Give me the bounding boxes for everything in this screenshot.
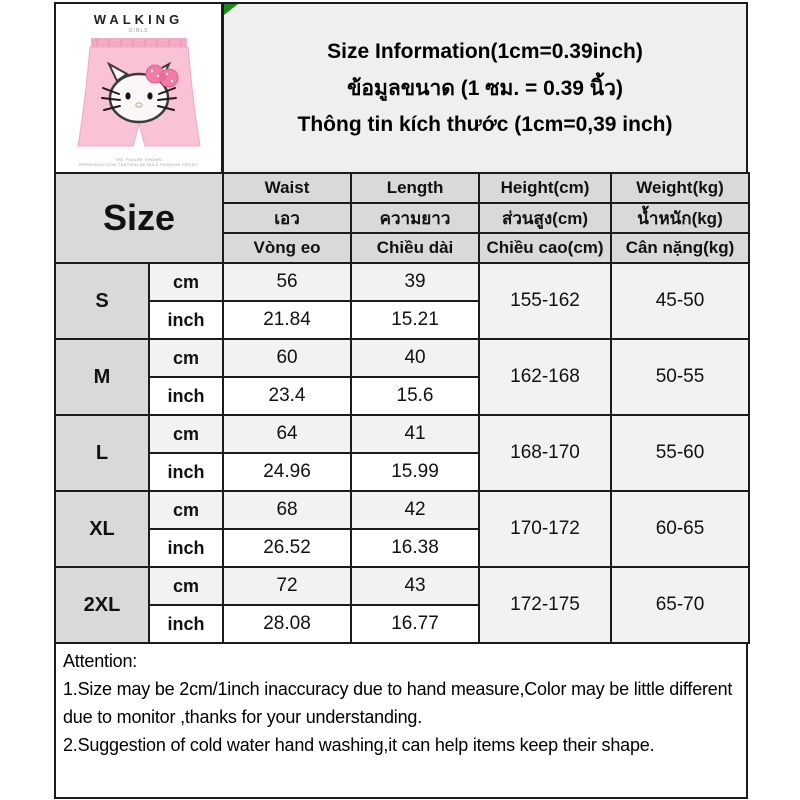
length-cm-cell: 43 — [351, 567, 479, 605]
caption-line: REPRODUCTION TENTION DETAILS FASHION FRONT — [79, 162, 198, 167]
brand-name: WALKING — [93, 12, 184, 27]
unit-cell: inch — [149, 529, 223, 567]
length-inch-cell: 15.99 — [351, 453, 479, 491]
product-photo — [56, 4, 224, 172]
attention-heading: Attention: — [63, 651, 138, 671]
height-cell: 172-175 — [479, 567, 611, 643]
title-thai: ข้อมูลขนาด (1 ซม. = 0.39 นิ้ว) — [347, 76, 623, 100]
photo-captions — [56, 157, 221, 167]
col-header-waist: Waist — [223, 173, 351, 203]
unit-cell: inch — [149, 605, 223, 643]
attention-box — [54, 644, 748, 799]
corner-marker-icon — [224, 4, 238, 15]
length-inch-cell: 16.38 — [351, 529, 479, 567]
size-cell: L — [55, 415, 149, 491]
attention-line-2: 2.Suggestion of cold water hand washing,it can help items keep their shape. — [63, 735, 655, 755]
size-info-sheet — [54, 2, 748, 799]
waist-inch-cell: 23.4 — [223, 377, 351, 415]
shorts-illustration — [63, 36, 215, 152]
col-header-weight-vi: Cân nặng(kg) — [611, 233, 749, 263]
title-vietnamese: Thông tin kích thước (1cm=0,39 inch) — [297, 112, 673, 136]
length-cm-cell: 39 — [351, 263, 479, 301]
brand-subtext: GIRLS — [128, 28, 149, 34]
col-header-waist-vi: Vòng eo — [223, 233, 351, 263]
size-table — [54, 172, 750, 644]
length-inch-cell: 15.21 — [351, 301, 479, 339]
top-row — [54, 2, 748, 172]
kitty-right-eye — [147, 92, 152, 99]
unit-cell: cm — [149, 263, 223, 301]
col-header-height: Height(cm) — [479, 173, 611, 203]
height-cell: 162-168 — [479, 339, 611, 415]
length-cm-cell: 40 — [351, 339, 479, 377]
unit-cell: inch — [149, 301, 223, 339]
weight-cell: 55-60 — [611, 415, 749, 491]
attention-line-1: 1.Size may be 2cm/1inch inaccuracy due to hand measure,Color may be little different due to monitor ,thanks for your understanding. — [63, 679, 733, 727]
weight-cell: 45-50 — [611, 263, 749, 339]
kitty-nose — [135, 103, 141, 108]
waist-cm-cell: 64 — [223, 415, 351, 453]
waist-cm-cell: 56 — [223, 263, 351, 301]
size-cell: XL — [55, 491, 149, 567]
unit-cell: cm — [149, 415, 223, 453]
title-english: Size Information(1cm=0.39inch) — [327, 39, 643, 63]
header-row-en — [55, 173, 749, 203]
size-cell: M — [55, 339, 149, 415]
waist-inch-cell: 26.52 — [223, 529, 351, 567]
waist-inch-cell: 21.84 — [223, 301, 351, 339]
size-cell: 2XL — [55, 567, 149, 643]
unit-cell: cm — [149, 491, 223, 529]
table-row — [55, 567, 749, 605]
height-cell: 168-170 — [479, 415, 611, 491]
weight-cell: 50-55 — [611, 339, 749, 415]
col-header-length-vi: Chiều dài — [351, 233, 479, 263]
unit-cell: inch — [149, 377, 223, 415]
col-header-weight: Weight(kg) — [611, 173, 749, 203]
waist-cm-cell: 72 — [223, 567, 351, 605]
table-row — [55, 415, 749, 453]
waist-inch-cell: 28.08 — [223, 605, 351, 643]
unit-cell: cm — [149, 567, 223, 605]
weight-cell: 65-70 — [611, 567, 749, 643]
col-header-waist-th: เอว — [223, 203, 351, 233]
length-cm-cell: 41 — [351, 415, 479, 453]
length-inch-cell: 15.6 — [351, 377, 479, 415]
size-cell: S — [55, 263, 149, 339]
col-header-length-th: ความยาว — [351, 203, 479, 233]
shorts-waistband — [91, 38, 187, 47]
unit-cell: cm — [149, 339, 223, 377]
table-row — [55, 339, 749, 377]
waist-cm-cell: 68 — [223, 491, 351, 529]
height-cell: 155-162 — [479, 263, 611, 339]
col-header-height-vi: Chiều cao(cm) — [479, 233, 611, 263]
table-row — [55, 263, 749, 301]
col-header-length: Length — [351, 173, 479, 203]
size-header: Size — [55, 173, 223, 263]
weight-cell: 60-65 — [611, 491, 749, 567]
table-row — [55, 491, 749, 529]
title-box — [224, 4, 746, 172]
unit-cell: inch — [149, 453, 223, 491]
height-cell: 170-172 — [479, 491, 611, 567]
length-cm-cell: 42 — [351, 491, 479, 529]
col-header-height-th: ส่วนสูง(cm) — [479, 203, 611, 233]
length-inch-cell: 16.77 — [351, 605, 479, 643]
waist-cm-cell: 60 — [223, 339, 351, 377]
col-header-weight-th: น้ำหนัก(kg) — [611, 203, 749, 233]
kitty-left-eye — [125, 92, 130, 99]
waist-inch-cell: 24.96 — [223, 453, 351, 491]
caption-line: THE FIGURE SHOWN — [114, 157, 163, 162]
